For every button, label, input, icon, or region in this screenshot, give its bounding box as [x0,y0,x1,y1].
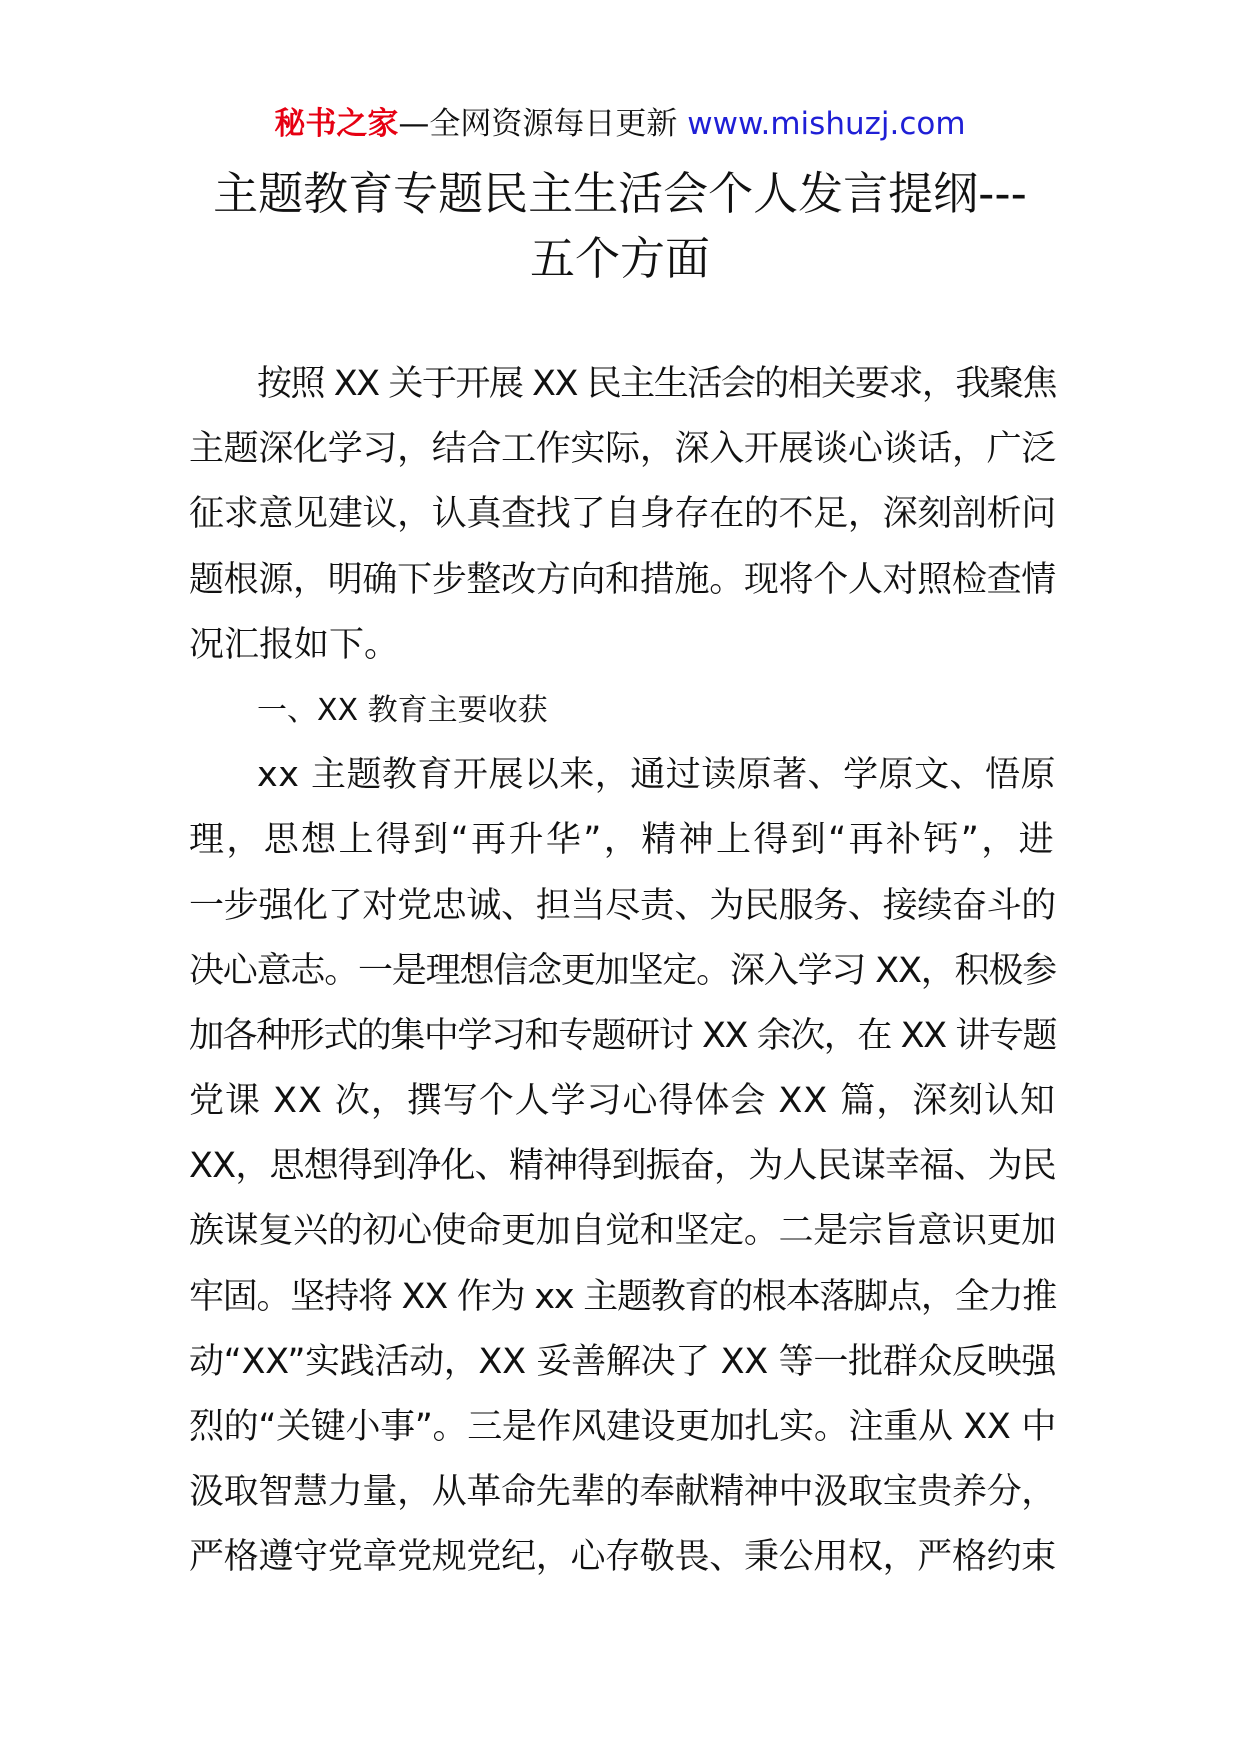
title-line-2: 五个方面 [529,232,710,285]
text-line: 党课 XX 次，撰写个人学习心得体会 XX 篇，深刻认知 [189,1081,1056,1122]
text-line: XX，思想得到净化、精神得到振奋，为人民谋幸福、为民 [189,1146,1056,1187]
text-line: xx 主题教育开展以来，通过读原著、学原文、悟原 [257,755,1056,796]
section-paragraph [189,743,1056,1590]
text-line: 主题深化学习，结合工作实际，深入开展谈心谈话，广泛 [189,429,1056,470]
site-header [0,104,1240,144]
text-line: 况汇报如下。 [189,624,400,665]
intro-paragraph [189,352,1056,678]
document-body [189,352,1056,1591]
text-line: 牢固。坚持将 XX 作为 xx 主题教育的根本落脚点，全力推 [189,1276,1056,1317]
text-line: 征求意见建议，认真查找了自身存在的不足，深刻剖析问 [189,494,1056,535]
section-heading: 一、XX 教育主要收获 [257,692,548,728]
document-title [0,161,1240,291]
site-tagline: —全网资源每日更新 [398,106,688,142]
text-line: 族谋复兴的初心使命更加自觉和坚定。二是宗旨意识更加 [189,1211,1056,1252]
site-url: www.mishuzj.com [687,106,966,142]
text-line: 按照 XX 关于开展 XX 民主生活会的相关要求，我聚焦 [257,364,1056,404]
text-line: 加各种形式的集中学习和专题研讨 XX 余次，在 XX 讲专题 [189,1015,1056,1056]
site-brand: 秘书之家 [274,106,399,142]
text-line: 题根源，明确下步整改方向和措施。现将个人对照检查情 [189,559,1056,600]
text-line: 烈的“关键小事”。三是作风建设更加扎实。注重从 XX 中 [189,1407,1056,1447]
text-line: 动“XX”实践活动，XX 妥善解决了 XX 等一批群众反映强 [189,1341,1056,1382]
text-line: 决心意志。一是理想信念更加坚定。深入学习 XX，积极参 [189,950,1056,991]
text-line: 一步强化了对党忠诚、担当尽责、为民服务、接续奋斗的 [189,885,1056,926]
text-line: 汲取智慧力量，从革命先辈的奉献精神中汲取宝贵养分， [189,1472,1056,1513]
text-line: 严格遵守党章党规党纪，心存敬畏、秉公用权，严格约束 [189,1537,1056,1578]
text-line: 理，思想上得到“再升华”，精神上得到“再补钙”，进 [189,820,1056,861]
title-line-1: 主题教育专题民主生活会个人发言提纲--- [213,167,1027,220]
